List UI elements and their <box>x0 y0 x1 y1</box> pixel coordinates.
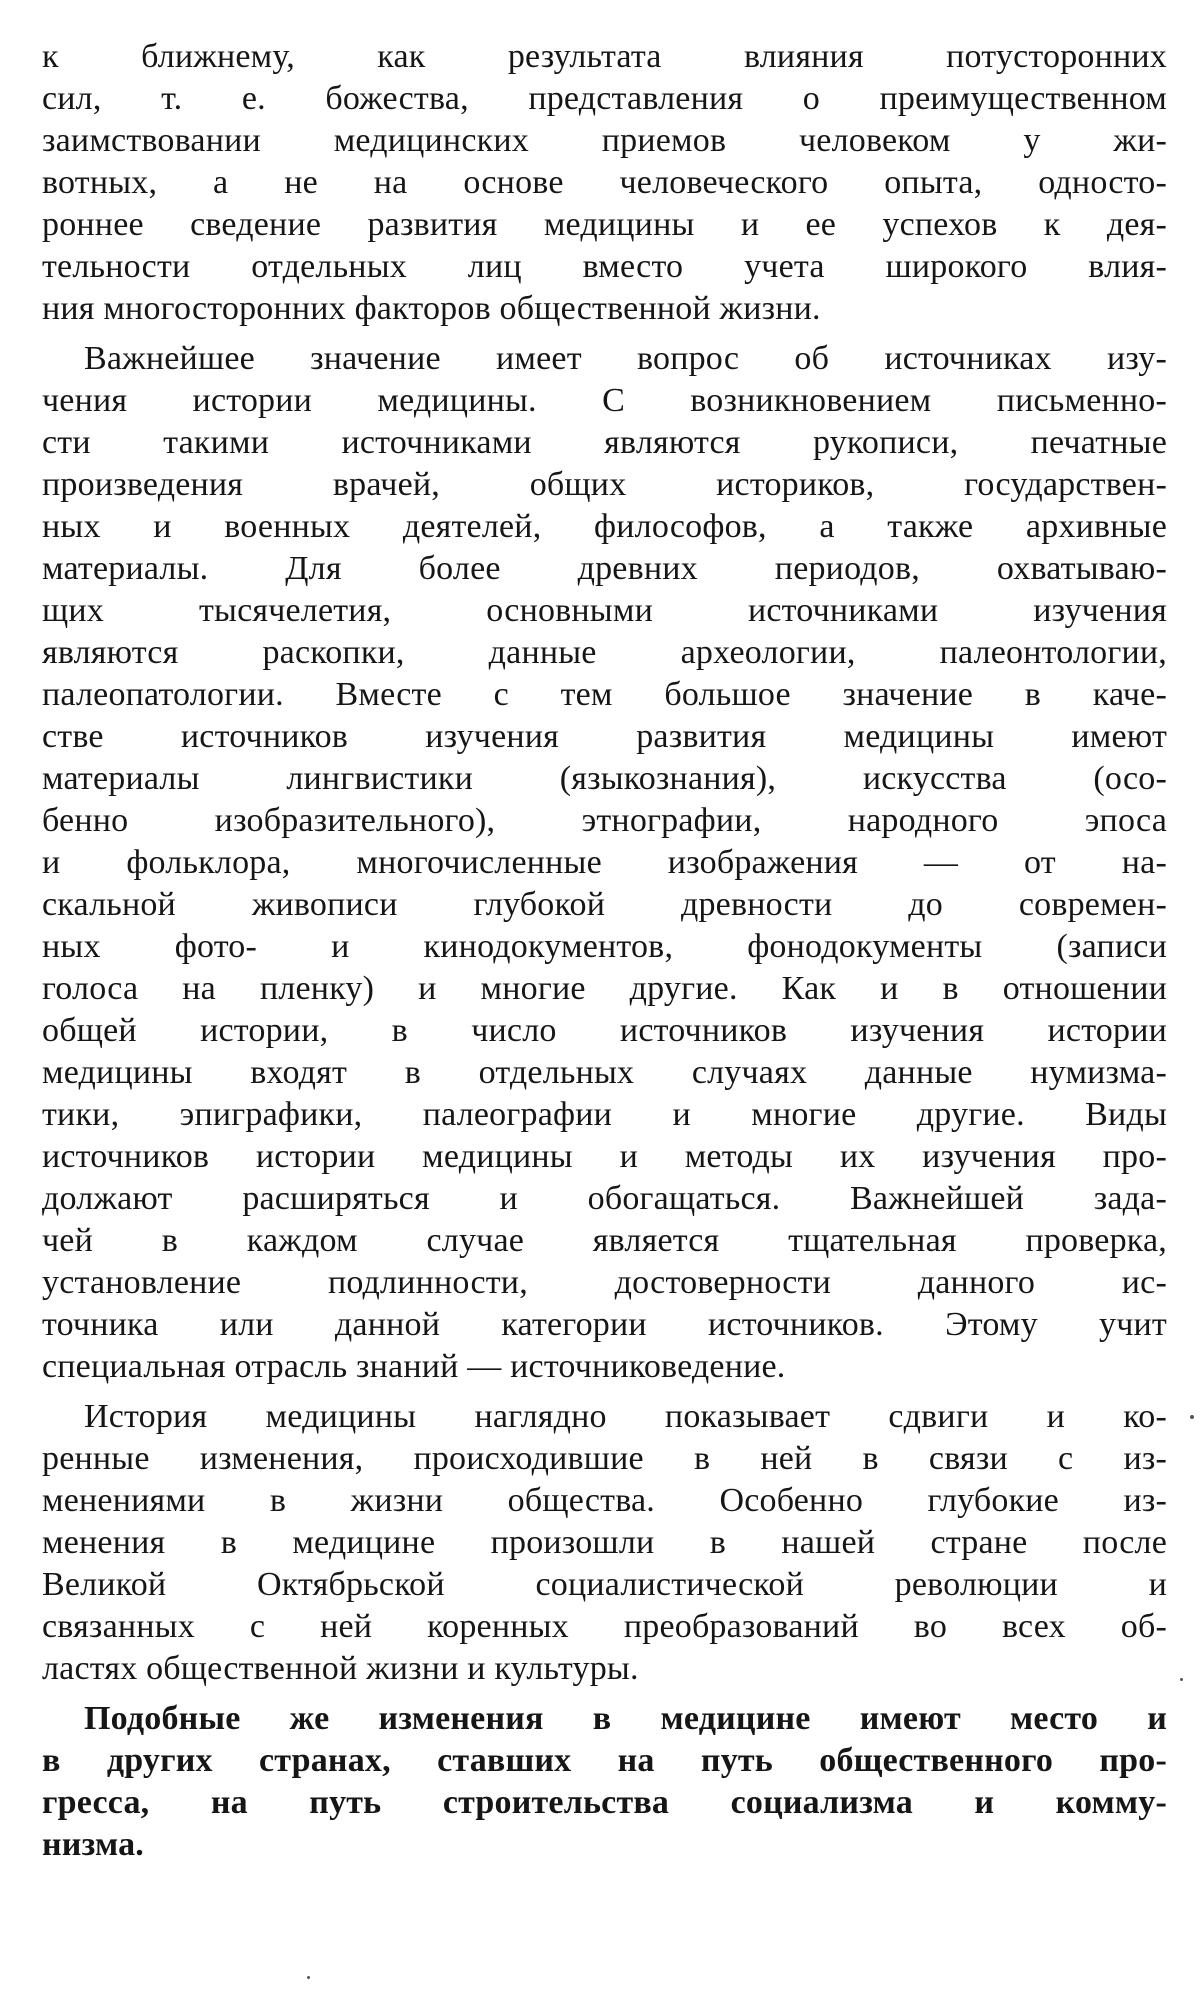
print-speck <box>1190 1415 1194 1419</box>
paragraph-1 <box>42 36 1167 330</box>
text-line: в других странах, ставших на путь общественного про- <box>42 1742 1167 1779</box>
text-line: менения в медицине произошли в нашей стране после <box>42 1524 1167 1561</box>
text-line: тики, эпиграфики, палеографии и многие другие. Виды <box>42 1096 1167 1133</box>
text-line: История медицины наглядно показывает сдвиги и ко- <box>84 1398 1167 1435</box>
text-line: сти такими источниками являются рукописи, печатные <box>42 424 1167 461</box>
text-line: материалы. Для более древних периодов, охватываю- <box>42 550 1167 587</box>
text-line: гресса, на путь строительства социализма и комму- <box>42 1784 1167 1821</box>
text-line: точника или данной категории источников. Этому учит <box>42 1306 1167 1343</box>
text-line: ных и военных деятелей, философов, а также архивные <box>42 508 1167 545</box>
paragraph-4 <box>42 1698 1167 1866</box>
text-line: низма. <box>42 1826 144 1863</box>
text-line: и фольклора, многочисленные изображения — от на- <box>42 844 1167 881</box>
text-line: палеопатологии. Вместе с тем большое значение в каче- <box>42 676 1167 713</box>
text-line: ния многосторонних факторов общественной жизни. <box>42 290 821 327</box>
text-line: вотных, а не на основе человеческого опыта, односто- <box>42 164 1167 201</box>
text-line: к ближнему, как результата влияния потусторонних <box>42 38 1167 75</box>
text-line: ренные изменения, происходившие в ней в связи с из- <box>42 1440 1167 1477</box>
text-line: сил, т. е. божества, представления о преимущественном <box>42 80 1167 117</box>
print-speck <box>307 1976 310 1979</box>
text-line: ных фото- и кинодокументов, фонодокументы (записи <box>42 928 1167 965</box>
print-speck <box>1180 1678 1183 1681</box>
text-line: являются раскопки, данные археологии, палеонтологии, <box>42 634 1167 671</box>
text-line: материалы лингвистики (языкознания), искусства (осо- <box>42 760 1167 797</box>
text-line: голоса на пленку) и многие другие. Как и в отношении <box>42 970 1167 1007</box>
text-line: связанных с ней коренных преобразований во всех об- <box>42 1608 1167 1645</box>
text-line: общей истории, в число источников изучения истории <box>42 1012 1167 1049</box>
text-line: медицины входят в отдельных случаях данные нумизма- <box>42 1054 1167 1091</box>
text-line: роннее сведение развития медицины и ее успехов к дея- <box>42 206 1167 243</box>
text-line: чения истории медицины. С возникновением письменно- <box>42 382 1167 419</box>
text-line: Великой Октябрьской социалистической революции и <box>42 1566 1167 1603</box>
document-page <box>42 36 1167 1866</box>
text-line: произведения врачей, общих историков, государствен- <box>42 466 1167 503</box>
text-line: Подобные же изменения в медицине имеют место и <box>84 1700 1167 1737</box>
paragraph-2 <box>42 338 1167 1388</box>
text-line: должают расширяться и обогащаться. Важнейшей зада- <box>42 1180 1167 1217</box>
text-line: бенно изобразительного), этнографии, народного эпоса <box>42 802 1167 839</box>
text-line: заимствовании медицинских приемов человеком у жи- <box>42 122 1167 159</box>
text-line: менениями в жизни общества. Особенно глубокие из- <box>42 1482 1167 1519</box>
text-line: тельности отдельных лиц вместо учета широкого влия- <box>42 248 1167 285</box>
text-line: чей в каждом случае является тщательная проверка, <box>42 1222 1167 1259</box>
text-line: ластях общественной жизни и культуры. <box>42 1650 639 1687</box>
text-line: стве источников изучения развития медицины имеют <box>42 718 1167 755</box>
text-line: щих тысячелетия, основными источниками изучения <box>42 592 1167 629</box>
text-line: установление подлинности, достоверности данного ис- <box>42 1264 1167 1301</box>
text-line: Важнейшее значение имеет вопрос об источниках изу- <box>84 340 1167 377</box>
paragraph-3 <box>42 1396 1167 1690</box>
text-line: специальная отрасль знаний — источниковедение. <box>42 1348 786 1385</box>
text-line: источников истории медицины и методы их изучения про- <box>42 1138 1167 1175</box>
text-line: скальной живописи глубокой древности до современ- <box>42 886 1167 923</box>
